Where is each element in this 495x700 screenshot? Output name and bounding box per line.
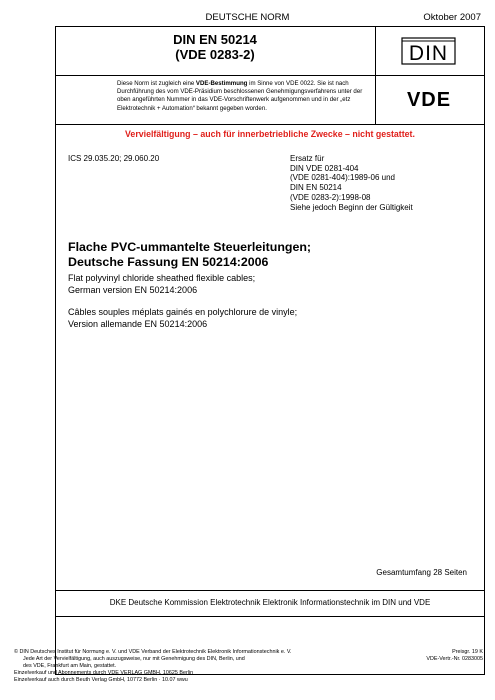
page-header bbox=[0, 12, 495, 26]
vde-bestimmung-label: VDE-Bestimmung bbox=[195, 80, 248, 87]
divider-dke-top bbox=[55, 590, 485, 591]
copyright-footer: © DIN Deutsches Institut für Normung e. V. und VDE Verband der Elektrotechnik Elektronik Informationstechnik e. V. Jede Art der Vervielfältigung, auch auszugsweise, nur mit Genehmigung des DIN, Berlin, und des VDE, Frankfurt am Main, gestattet. Einzelverkauf und Abonnements durch VDE VERLAG GMBH, 10625 Berlin Einzelverkauf auch durch Beuth Verlag GmbH, 10772 Berlin · 10.07 wwu bbox=[14, 649, 292, 683]
vde-notice: Diese Norm ist zugleich eine VDE-Bestimmung im Sinne von VDE 0022. Sie ist nach Durchführung des vom VDE-Präsidium beschlossenen Genehmigungsverfahrens unter der oben angeführten Nummer in das VDE-Vorschriftenwerk aufgenommen und in der „etz Elektrotechnik + Automation“ bekannt gegeben worden. bbox=[117, 80, 363, 112]
standard-type: DEUTSCHE NORM bbox=[205, 12, 290, 23]
replaces-line: DIN EN 50214 bbox=[290, 183, 342, 193]
vde-logo bbox=[394, 89, 464, 109]
replaces-line: (VDE 0281-404):1989-06 und bbox=[290, 173, 395, 183]
order-number: VDE-Vertr.-Nr. 0283005 bbox=[426, 655, 483, 662]
total-pages: Gesamtumfang 28 Seiten bbox=[376, 568, 467, 577]
replaces-block bbox=[290, 154, 480, 212]
din-number: DIN EN 50214 bbox=[173, 32, 257, 47]
vde-logo-text: VDE bbox=[406, 89, 452, 109]
vde-number: (VDE 0283-2) bbox=[175, 47, 255, 62]
divider-dke-bottom bbox=[55, 616, 485, 617]
divider-vertical bbox=[375, 26, 376, 124]
title-english: Flat polyvinyl chloride sheathed flexible cables; German version EN 50214:2006 bbox=[68, 273, 256, 295]
issue-date: Oktober 2007 bbox=[423, 12, 481, 23]
replaces-line: DIN VDE 0281-404 bbox=[290, 163, 359, 173]
standard-number bbox=[55, 32, 375, 62]
price-group: Preisgr. 19 K bbox=[452, 649, 483, 655]
dke-line: DKE Deutsche Kommission Elektrotechnik Elektronik Informationstechnik im DIN und VDE bbox=[109, 598, 431, 607]
din-logo bbox=[401, 37, 456, 65]
divider-horizontal bbox=[55, 124, 485, 125]
replaces-line: (VDE 0283-2):1998-08 bbox=[290, 192, 371, 202]
title-french: Câbles souples méplats gainés en polychlorure de vinyle; Version allemande EN 50214:2006 bbox=[68, 307, 298, 329]
replaces-line: Ersatz für bbox=[290, 154, 325, 163]
reproduction-notice: Vervielfältigung – auch für innerbetriebliche Zwecke – nicht gestattet. bbox=[125, 129, 415, 139]
replaces-line: Siehe jedoch Beginn der Gültigkeit bbox=[290, 202, 413, 212]
price-footer bbox=[426, 649, 483, 663]
din-logo-text: DIN bbox=[408, 42, 449, 65]
ics-codes: ICS 29.035.20; 29.060.20 bbox=[68, 154, 160, 163]
title-german: Flache PVC-ummantelte Steuerleitungen; Deutsche Fassung EN 50214:2006 bbox=[68, 240, 312, 269]
